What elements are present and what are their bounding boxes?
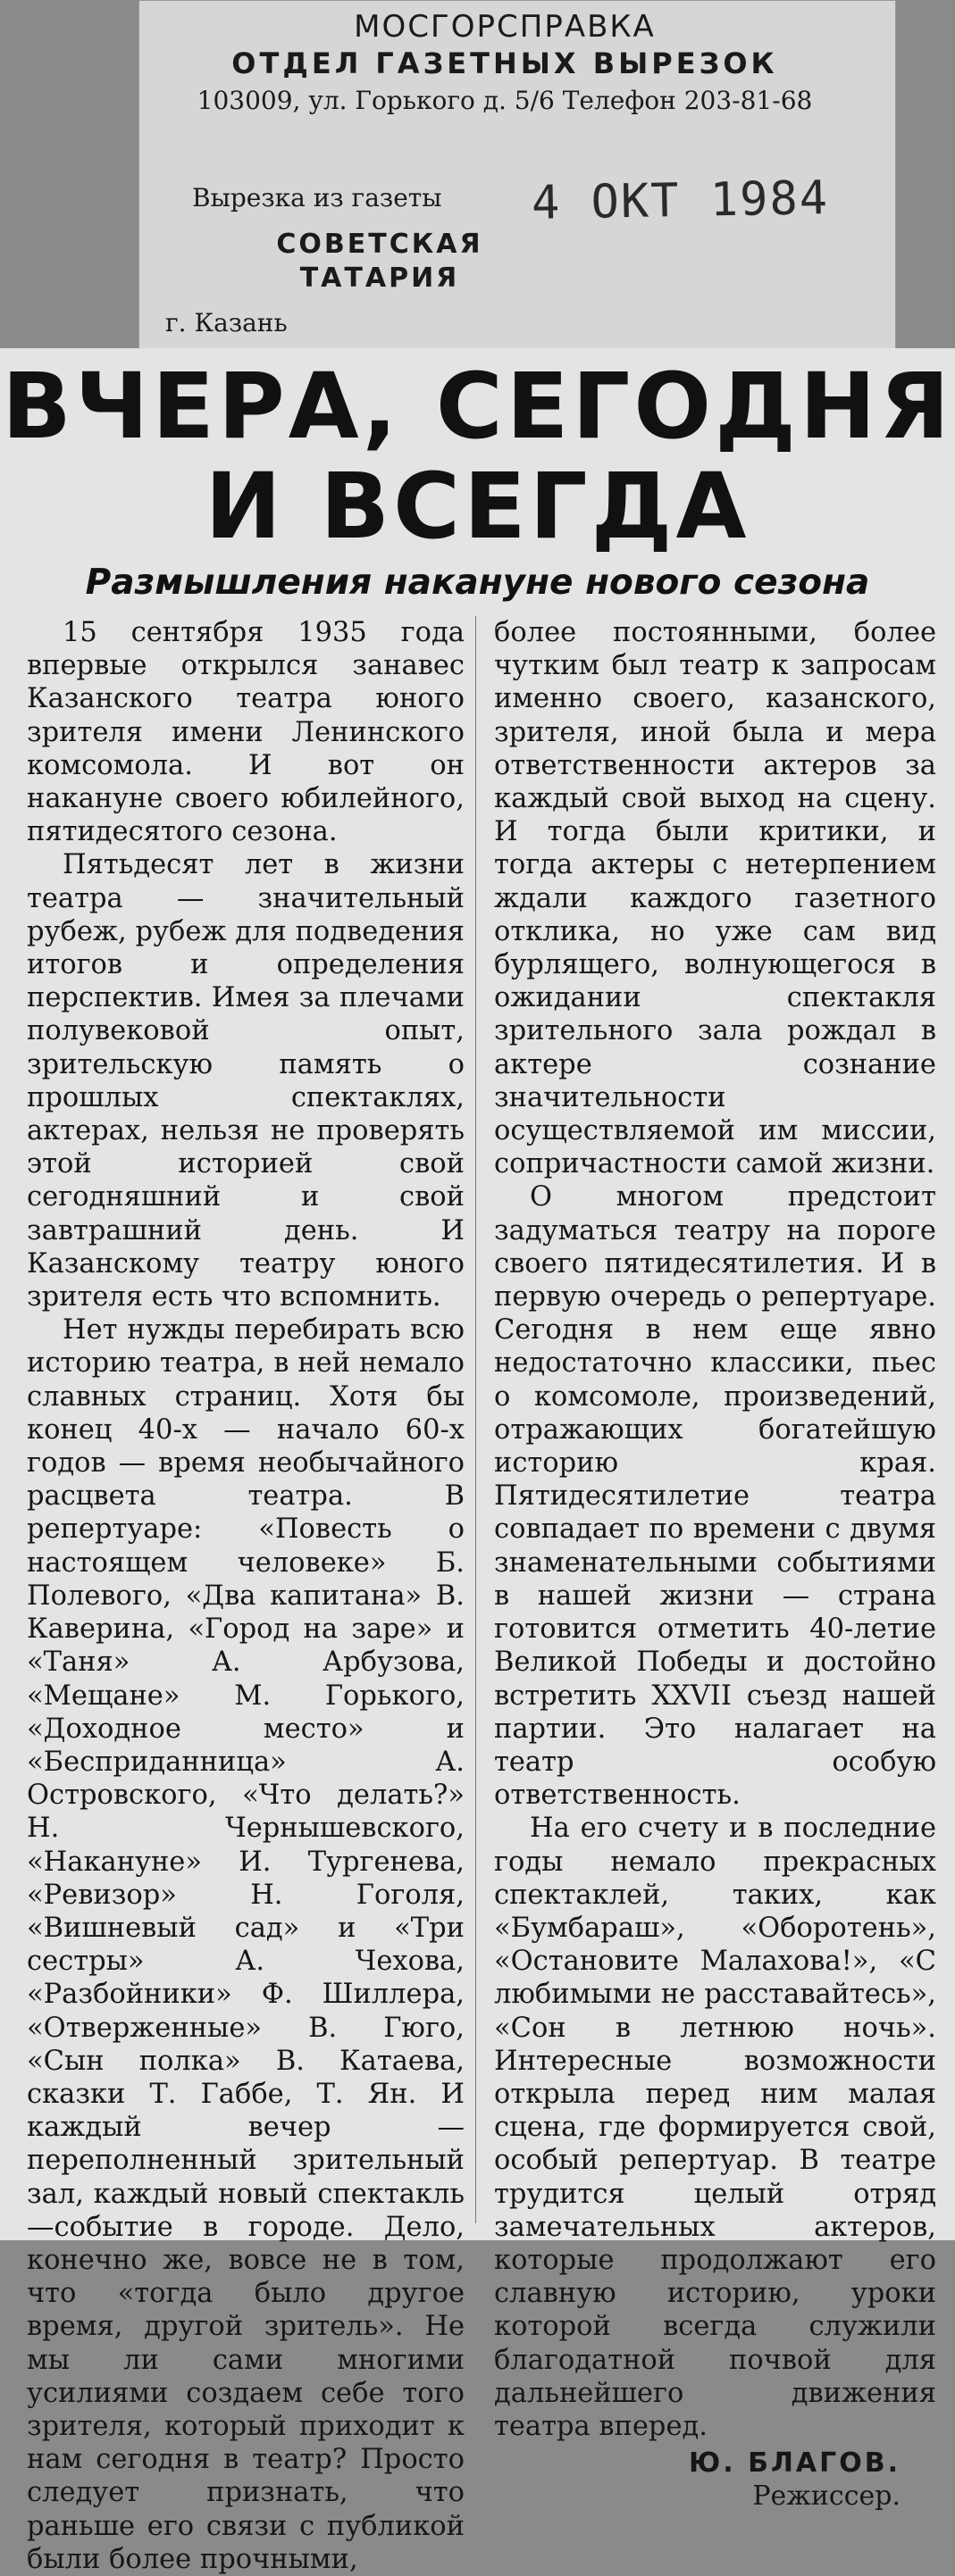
author-role: Режиссер. xyxy=(752,2480,901,2513)
stamp-address: 103009, ул. Горького д. 5/6 Телефон 203-81-68 xyxy=(197,86,813,115)
stamp-paper-name xyxy=(246,228,514,296)
article-author: Ю. БЛАГОВ. xyxy=(689,2447,901,2480)
article-paragraph: Нет нужды перебирать всю историю театра, в ней немало славных страниц. Хотя бы конец 40-х — начало 60-х годов — время необычайного расцвета театра. В репертуаре: «Повесть о настоящем человеке» Б. Полевого, «Два капитана» В. Каверина, «Город на заре» и «Таня» А. Арбузова, «Мещане» М. Горького, «Доходное место» и «Бесприданница» А. Островского, «Что делать?» Н. Чернышевского, «Накануне» И. Тургенева, «Ревизор» Н. Гоголя, «Вишневый сад» и «Три сестры» А. Чехова, «Разбойники» Ф. Шиллера, «Отверженные» В. Гюго, «Сын полка» В. Катаева, сказки Т. Габбе, Т. Ян. И каждый вечер — переполненный зрительный зал, каждый новый спектакль —событие в городе. Дело, конечно же, вовсе не в том, что «тогда было другое время, другой зритель». Не мы ли сами многими усилиями создаем себе того зрителя, который приходит к нам сегодня в театр? Просто следует признать, что раньше его связи с публикой были более прочными, xyxy=(27,1314,465,2575)
stamp-cut-label: Вырезка из газеты xyxy=(192,183,442,213)
article-headline xyxy=(0,354,955,560)
article-paragraph: более постоянными, более чутким был театр к запросам именно своего, казанского, зрителя, иной была и мера ответственности актеров за каждый свой выход на сцену. И тогда были критики, и тогда актеры с нетерпением ждали каждого газетного отклика, но уже сам вид бурлящего, волнующегося в ожидании спектакля зрительного зала рождал в актере сознание значительности осуществляемой им миссии, сопричастности самой жизни. xyxy=(494,617,936,1180)
newspaper-clipping xyxy=(0,348,955,2575)
stamp-header xyxy=(138,9,871,115)
archive-stamp xyxy=(138,0,896,353)
headline-line1: ВЧЕРА, СЕГОДНЯ xyxy=(2,354,953,460)
stamp-org: МОСГОРСПРАВКА xyxy=(354,9,656,45)
stamp-paper-line2: ТАТАРИЯ xyxy=(299,263,460,294)
article-paragraph: На его счету и в последние годы немало прекрасных спектаклей, таких, как «Бумбараш», «Оборотень», «Остановите Малахова!», «С любимыми не расставайтесь», «Сон в летнюю ночь». Интересные возможности открыла перед ним малая сцена, где формируется свой, особый репертуар. В театре трудится целый отряд замечательных актеров, которые продолжают его славную историю, уроки которой всегда служили благодатной почвой для дальнейшего движения театра вперед. xyxy=(494,1813,936,2442)
headline-line2: И ВСЕГДА xyxy=(205,454,750,560)
stamp-city: г. Казань xyxy=(165,308,288,338)
column-divider xyxy=(475,616,476,2223)
article-subheadline: Размышления накануне нового сезона xyxy=(85,563,870,603)
article-column-left xyxy=(27,616,465,2576)
article-paragraph: 15 сентября 1935 года впервые открылся занавес Казанского театра юного зрителя имени Ленинского комсомола. И вот он накануне своего юбилейного, пятидесятого сезона. xyxy=(27,617,465,848)
stamp-date: 4 ОКТ 1984 xyxy=(531,171,830,230)
article-column-right xyxy=(494,616,936,2513)
stamp-paper-line1: СОВЕТСКАЯ xyxy=(276,229,483,260)
stamp-dept: ОТДЕЛ ГАЗЕТНЫХ ВЫРЕЗОК xyxy=(231,46,778,80)
article-paragraph: Пятьдесят лет в жизни театра — значительный рубеж, рубеж для подведения итогов и определения перспектив. Имея за плечами полувековой опыт, зрительскую память о прошлых спектаклях, актерах, нельзя не проверять этой историей свой сегодняшний и свой завтрашний день. И Казанскому театру юного зрителя есть что вспомнить. xyxy=(27,849,465,1313)
article-paragraph: О многом предстоит задуматься театру на пороге своего пятидесятилетия. И в первую очередь о репертуаре. Сегодня в нем еще явно недостаточно классики, пьес о комсомоле, произведений, отражающих богатейшую историю края. Пятидесятилетие театра совпадает по времени с двумя знаменательными событиями в нашей жизни — страна готовится отметить 40-летие Великой Победы и достойно встретить XXVII съезд нашей партии. Это налагает на театр особую ответственность. xyxy=(494,1181,936,1812)
